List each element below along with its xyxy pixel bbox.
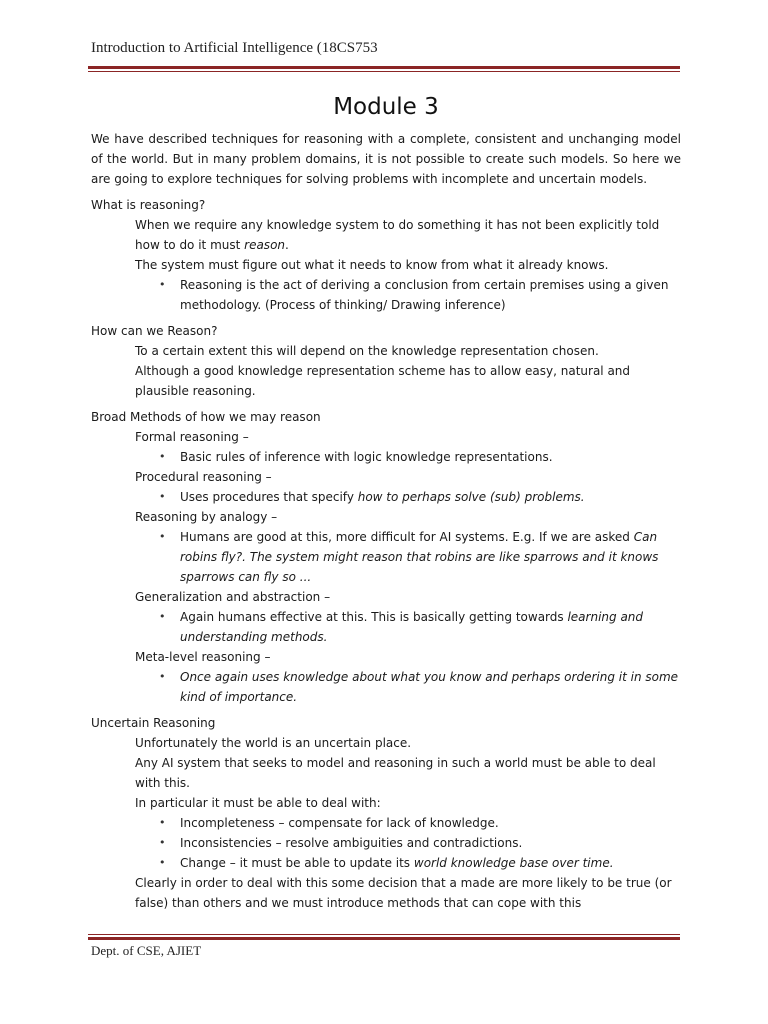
sub-list-item: • Humans are good at this, more difficult for AI systems. E.g. If we are asked Can robins fly?. The system might reason that robins are like sparrows and it knows sparrows can fly so ... [91, 527, 681, 587]
section-heading: Broad Methods of how we may reason [91, 410, 321, 424]
sub-bullet-icon: • [159, 278, 166, 291]
list-item: In particular it must be able to deal with: [135, 796, 381, 810]
header-rule [88, 66, 680, 72]
sub-list-item: • Inconsistencies – resolve ambiguities and contradictions. [91, 833, 681, 853]
sub-list-item: • Change – it must be able to update its world knowledge base over time. [91, 853, 681, 873]
sub-list-item: • Basic rules of inference with logic knowledge representations. [91, 447, 681, 467]
sub-bullet-icon: • [159, 610, 166, 623]
footer-rule [88, 934, 680, 940]
section-heading: What is reasoning? [91, 198, 206, 212]
sub-bullet-icon: • [159, 836, 166, 849]
sub-bullet-icon: • [159, 450, 166, 463]
sub-list-item: • Incompleteness – compensate for lack of knowledge. [91, 813, 681, 833]
list-item: Any AI system that seeks to model and reasoning in such a world must be able to deal with this. [135, 756, 656, 790]
list-item: Procedural reasoning – [135, 470, 272, 484]
section-what-is-reasoning [91, 195, 681, 315]
intro-paragraph: We have described techniques for reasoning with a complete, consistent and unchanging model of the world. But in many problem domains, it is not possible to create such models. So here we are going to explore techniques for solving problems with incomplete and uncertain models. [91, 132, 681, 186]
section-heading: Uncertain Reasoning [91, 716, 216, 730]
list-item: To a certain extent this will depend on the knowledge representation chosen. [135, 344, 599, 358]
list-item: Clearly in order to deal with this some decision that a made are more likely to be true (or false) than others and we must introduce methods that can cope with this [135, 876, 672, 910]
sub-list-item: • Uses procedures that specify how to perhaps solve (sub) problems. [91, 487, 681, 507]
sub-bullet-icon: • [159, 670, 166, 683]
sub-bullet-icon: • [159, 530, 166, 543]
running-footer: Dept. of CSE, AJIET [91, 943, 202, 958]
list-item: Formal reasoning – [135, 430, 249, 444]
list-item: The system must figure out what it needs to know from what it already knows. [135, 258, 609, 272]
sub-bullet-icon: • [159, 856, 166, 869]
sub-bullet-icon: • [159, 490, 166, 503]
list-item: When we require any knowledge system to do something it has not been explicitly told how to do it must reason. [135, 218, 660, 252]
section-heading: How can we Reason? [91, 324, 218, 338]
sub-list-item: • Again humans effective at this. This is basically getting towards learning and understanding methods. [91, 607, 681, 647]
running-header: Introduction to Artificial Intelligence (18CS753 [91, 40, 378, 56]
document-body [91, 92, 681, 919]
list-item: Meta-level reasoning – [135, 650, 271, 664]
sub-bullet-icon: • [159, 816, 166, 829]
list-item: Generalization and abstraction – [135, 590, 331, 604]
page-title: Module 3 [333, 94, 439, 120]
list-item: Unfortunately the world is an uncertain place. [135, 736, 412, 750]
list-item: Reasoning by analogy – [135, 510, 278, 524]
section-uncertain-reasoning [91, 713, 681, 913]
section-how-reason [91, 321, 681, 401]
list-item: Although a good knowledge representation scheme has to allow easy, natural and plausible reasoning. [135, 364, 631, 398]
section-broad-methods [91, 407, 681, 707]
sub-list-item: • Once again uses knowledge about what you know and perhaps ordering it in some kind of importance. [91, 667, 681, 707]
sub-list-item: • Reasoning is the act of deriving a conclusion from certain premises using a given methodology. (Process of thinking/ Drawing inference) [91, 275, 681, 315]
